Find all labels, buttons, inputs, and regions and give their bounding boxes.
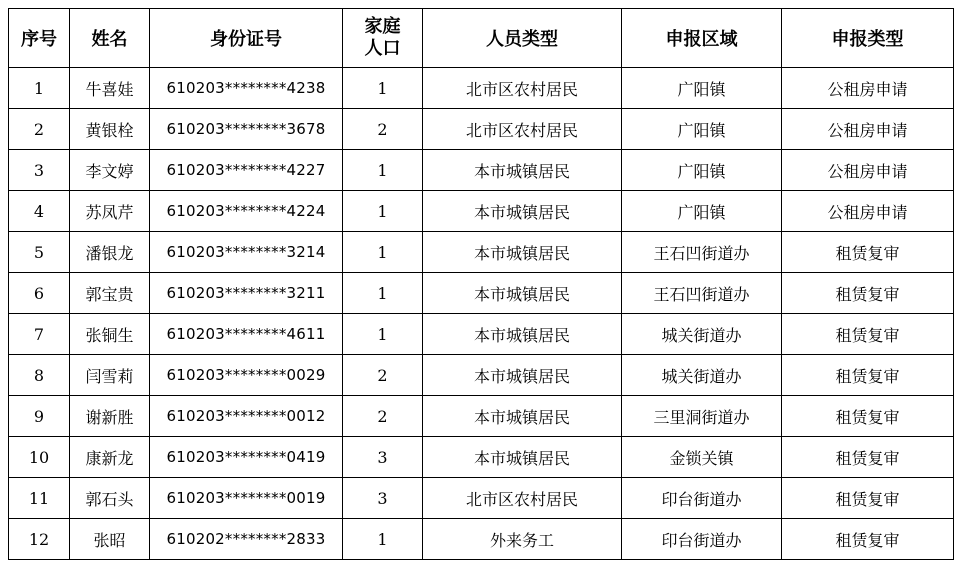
cell-serial-number: 5 — [9, 232, 70, 273]
cell-serial-number: 7 — [9, 314, 70, 355]
cell-application-type: 租赁复审 — [782, 396, 954, 437]
table-row — [9, 68, 954, 109]
cell-family-size: 1 — [343, 68, 423, 109]
cell-application-area: 王石凹街道办 — [622, 232, 782, 273]
cell-person-type: 本市城镇居民 — [423, 191, 622, 232]
cell-serial-number: 3 — [9, 150, 70, 191]
table-row — [9, 273, 954, 314]
cell-id-number: 610202********2833 — [150, 519, 343, 560]
cell-serial-number: 1 — [9, 68, 70, 109]
cell-family-size: 3 — [343, 437, 423, 478]
cell-id-number: 610203********3678 — [150, 109, 343, 150]
cell-person-type: 北市区农村居民 — [423, 109, 622, 150]
cell-family-size: 1 — [343, 273, 423, 314]
cell-application-area: 广阳镇 — [622, 109, 782, 150]
cell-person-type: 北市区农村居民 — [423, 68, 622, 109]
cell-id-number: 610203********3211 — [150, 273, 343, 314]
cell-name: 康新龙 — [70, 437, 150, 478]
cell-family-size: 2 — [343, 109, 423, 150]
cell-person-type: 本市城镇居民 — [423, 437, 622, 478]
cell-family-size: 3 — [343, 478, 423, 519]
cell-id-number: 610203********0019 — [150, 478, 343, 519]
cell-name: 牛喜娃 — [70, 68, 150, 109]
cell-person-type: 本市城镇居民 — [423, 396, 622, 437]
cell-application-area: 金锁关镇 — [622, 437, 782, 478]
header-id-number: 身份证号 — [150, 9, 343, 68]
cell-family-size: 2 — [343, 396, 423, 437]
cell-name: 李文婷 — [70, 150, 150, 191]
cell-family-size: 1 — [343, 314, 423, 355]
cell-application-area: 城关街道办 — [622, 314, 782, 355]
cell-name: 郭石头 — [70, 478, 150, 519]
cell-application-area: 广阳镇 — [622, 191, 782, 232]
cell-application-area: 广阳镇 — [622, 68, 782, 109]
header-family-size-line-2: 人口 — [364, 38, 401, 59]
table-row — [9, 109, 954, 150]
cell-id-number: 610203********4224 — [150, 191, 343, 232]
cell-name: 张昭 — [70, 519, 150, 560]
cell-id-number: 610203********0419 — [150, 437, 343, 478]
cell-application-type: 租赁复审 — [782, 355, 954, 396]
cell-id-number: 610203********4227 — [150, 150, 343, 191]
header-family-size — [343, 9, 423, 68]
cell-name: 苏凤芹 — [70, 191, 150, 232]
cell-name: 郭宝贵 — [70, 273, 150, 314]
cell-person-type: 本市城镇居民 — [423, 232, 622, 273]
cell-id-number: 610203********4238 — [150, 68, 343, 109]
cell-serial-number: 10 — [9, 437, 70, 478]
cell-application-type: 公租房申请 — [782, 68, 954, 109]
cell-name: 张铜生 — [70, 314, 150, 355]
cell-application-type: 公租房申请 — [782, 191, 954, 232]
cell-id-number: 610203********3214 — [150, 232, 343, 273]
cell-name: 潘银龙 — [70, 232, 150, 273]
cell-id-number: 610203********4611 — [150, 314, 343, 355]
applicant-table — [8, 8, 954, 560]
cell-application-area: 印台街道办 — [622, 519, 782, 560]
header-serial-number: 序号 — [9, 9, 70, 68]
cell-application-type: 租赁复审 — [782, 519, 954, 560]
cell-application-area: 王石凹街道办 — [622, 273, 782, 314]
cell-person-type: 本市城镇居民 — [423, 314, 622, 355]
cell-application-area: 印台街道办 — [622, 478, 782, 519]
cell-application-area: 三里洞街道办 — [622, 396, 782, 437]
cell-family-size: 1 — [343, 150, 423, 191]
cell-application-type: 公租房申请 — [782, 150, 954, 191]
cell-application-area: 城关街道办 — [622, 355, 782, 396]
cell-application-type: 租赁复审 — [782, 437, 954, 478]
table-row — [9, 314, 954, 355]
cell-serial-number: 2 — [9, 109, 70, 150]
cell-name: 闫雪莉 — [70, 355, 150, 396]
header-application-type: 申报类型 — [782, 9, 954, 68]
cell-application-type: 租赁复审 — [782, 232, 954, 273]
cell-serial-number: 12 — [9, 519, 70, 560]
table-row — [9, 355, 954, 396]
header-person-type: 人员类型 — [423, 9, 622, 68]
cell-application-type: 租赁复审 — [782, 314, 954, 355]
cell-serial-number: 4 — [9, 191, 70, 232]
header-family-size-line-1: 家庭 — [364, 16, 401, 37]
cell-person-type: 外来务工 — [423, 519, 622, 560]
cell-id-number: 610203********0029 — [150, 355, 343, 396]
cell-serial-number: 6 — [9, 273, 70, 314]
table-row — [9, 396, 954, 437]
cell-serial-number: 8 — [9, 355, 70, 396]
cell-name: 谢新胜 — [70, 396, 150, 437]
cell-serial-number: 9 — [9, 396, 70, 437]
table-row — [9, 191, 954, 232]
cell-person-type: 本市城镇居民 — [423, 355, 622, 396]
cell-family-size: 2 — [343, 355, 423, 396]
cell-person-type: 北市区农村居民 — [423, 478, 622, 519]
table-row — [9, 437, 954, 478]
header-application-area: 申报区域 — [622, 9, 782, 68]
cell-family-size: 1 — [343, 519, 423, 560]
cell-family-size: 1 — [343, 232, 423, 273]
table-row — [9, 150, 954, 191]
cell-application-type: 租赁复审 — [782, 273, 954, 314]
applicant-table-container — [8, 8, 954, 560]
header-name: 姓名 — [70, 9, 150, 68]
table-row — [9, 478, 954, 519]
cell-person-type: 本市城镇居民 — [423, 150, 622, 191]
cell-application-type: 租赁复审 — [782, 478, 954, 519]
cell-family-size: 1 — [343, 191, 423, 232]
table-row — [9, 232, 954, 273]
cell-name: 黄银栓 — [70, 109, 150, 150]
cell-person-type: 本市城镇居民 — [423, 273, 622, 314]
table-row — [9, 519, 954, 560]
table-header-row — [9, 9, 954, 68]
cell-application-type: 公租房申请 — [782, 109, 954, 150]
cell-application-area: 广阳镇 — [622, 150, 782, 191]
cell-serial-number: 11 — [9, 478, 70, 519]
cell-id-number: 610203********0012 — [150, 396, 343, 437]
